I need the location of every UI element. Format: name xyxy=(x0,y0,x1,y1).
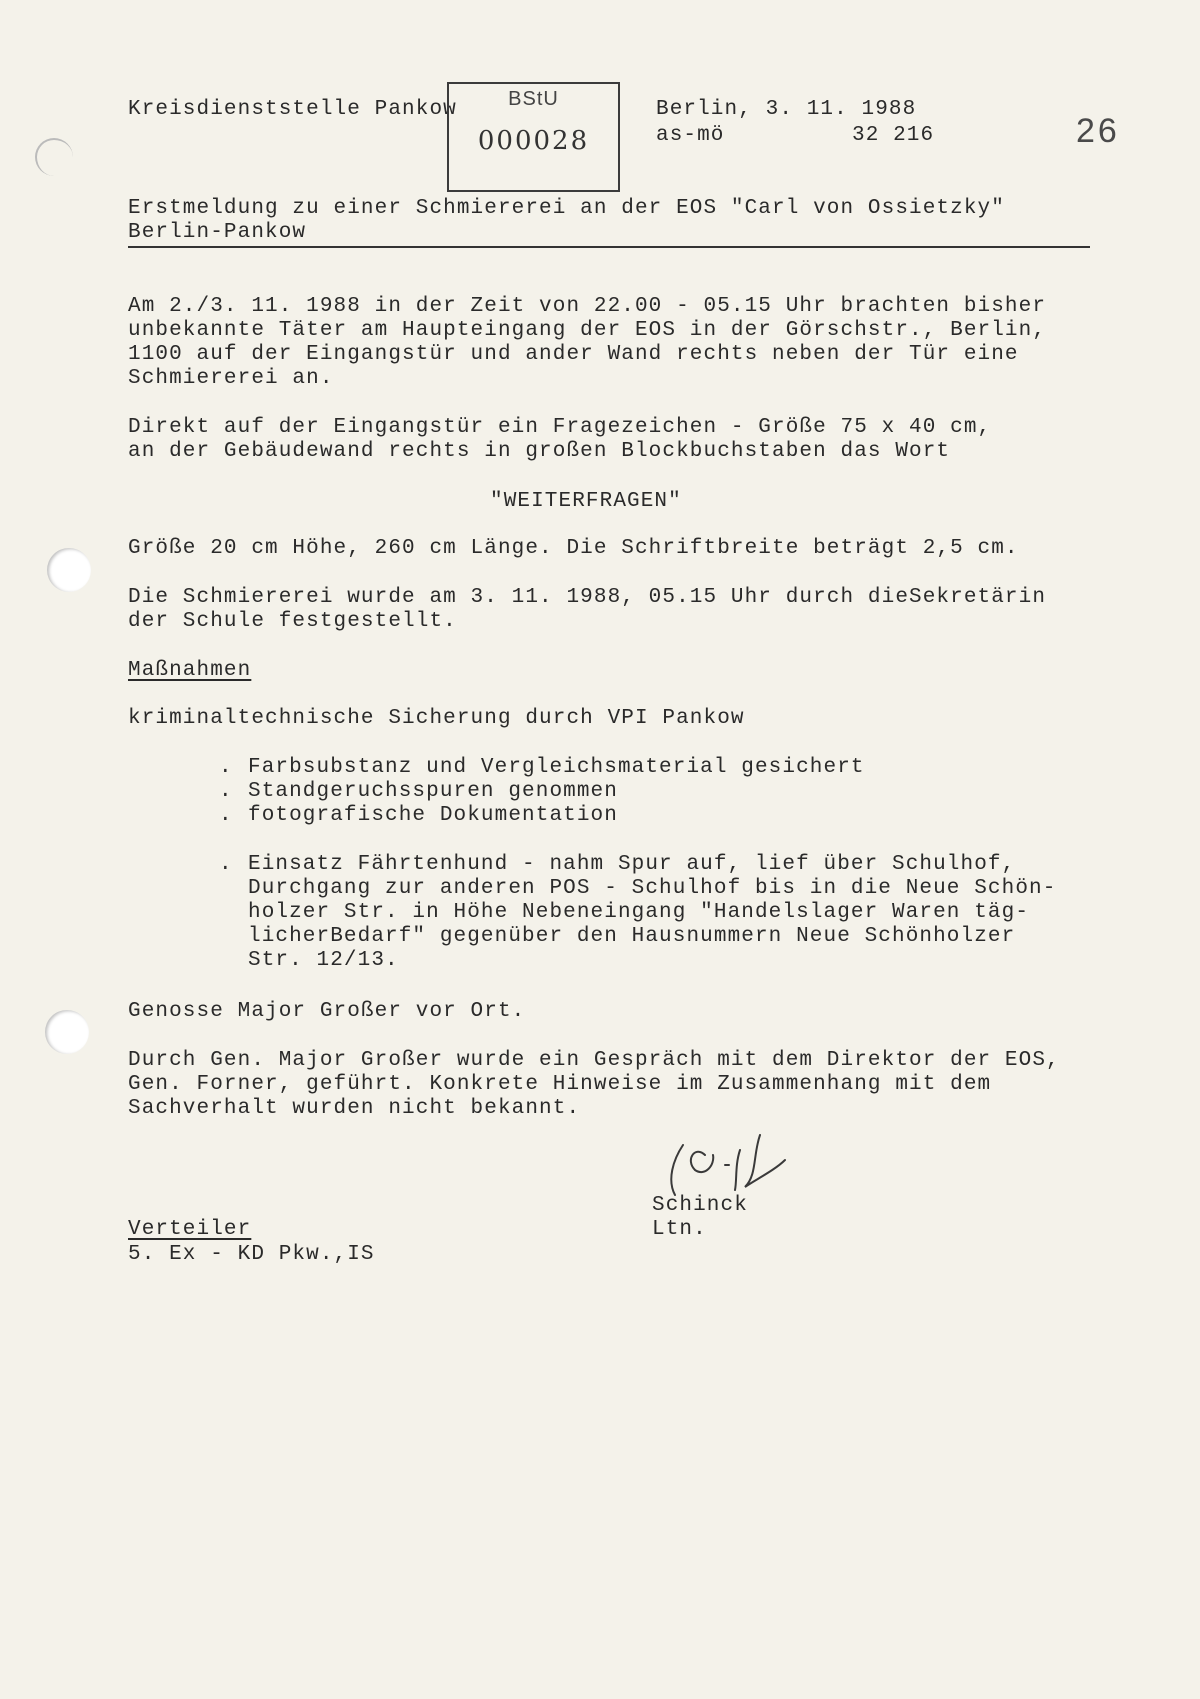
page-number: 26 xyxy=(1076,112,1120,150)
para2-line: an der Gebäudewand rechts in großen Blockbuchstaben das Wort xyxy=(128,440,951,463)
bullet-marker: . xyxy=(219,804,233,827)
signer-name: Schinck xyxy=(652,1194,748,1217)
punch-hole-bottom xyxy=(45,1010,89,1054)
bullet4-line: holzer Str. in Höhe Nebeneingang "Handelslager Waren täg- xyxy=(248,901,1030,924)
para6-line: Sachverhalt wurden nicht bekannt. xyxy=(128,1097,581,1120)
bullet-item: Standgeruchsspuren genommen xyxy=(248,780,618,803)
measures-heading: Maßnahmen xyxy=(128,659,252,682)
office-name: Kreisdienststelle Pankow xyxy=(128,98,457,121)
para1-line: unbekannte Täter am Haupteingang der EOS in der Görschstr., Berlin, xyxy=(128,319,1047,342)
subject-line-1: Erstmeldung zu einer Schmiererei an der EOS "Carl von Ossietzky" xyxy=(128,197,1005,220)
bullet-item: fotografische Dokumentation xyxy=(248,804,618,827)
para1-line: 1100 auf der Eingangstür und ander Wand rechts neben der Tür eine xyxy=(128,343,1019,366)
para3: Größe 20 cm Höhe, 260 cm Länge. Die Schriftbreite beträgt 2,5 cm. xyxy=(128,537,1019,560)
stamp-number: 000028 xyxy=(477,126,590,156)
bullet-marker: . xyxy=(219,853,233,876)
bullet4-line: Str. 12/13. xyxy=(248,949,399,972)
bullet4-line: Einsatz Fährtenhund - nahm Spur auf, lief über Schulhof, xyxy=(248,853,1016,876)
distribution-label: Verteiler xyxy=(128,1218,252,1241)
graffiti-word: "WEITERFRAGEN" xyxy=(490,490,682,513)
reference-right: 32 216 xyxy=(852,124,935,147)
bullet-marker: . xyxy=(219,756,233,779)
punch-hole-middle xyxy=(47,548,91,592)
reference-left: as-mö xyxy=(656,124,725,147)
signer-rank: Ltn. xyxy=(652,1218,707,1241)
para6-line: Gen. Forner, geführt. Konkrete Hinweise im Zusammenhang mit dem xyxy=(128,1073,992,1096)
para4-line: Die Schmiererei wurde am 3. 11. 1988, 05.15 Uhr durch dieSekretärin xyxy=(128,586,1047,609)
measures-intro: kriminaltechnische Sicherung durch VPI Pankow xyxy=(128,707,745,730)
subject-underline xyxy=(128,246,1090,248)
para1-line: Schmiererei an. xyxy=(128,367,334,390)
para6-line: Durch Gen. Major Großer wurde ein Gespräch mit dem Direktor der EOS, xyxy=(128,1049,1060,1072)
para1-line: Am 2./3. 11. 1988 in der Zeit von 22.00 - 05.15 Uhr brachten bisher xyxy=(128,295,1047,318)
para4-line: der Schule festgestellt. xyxy=(128,610,457,633)
punch-hole-top xyxy=(35,138,73,176)
date-line: Berlin, 3. 11. 1988 xyxy=(656,98,917,121)
bullet-item: Farbsubstanz und Vergleichsmaterial gesichert xyxy=(248,756,865,779)
para5: Genosse Major Großer vor Ort. xyxy=(128,1000,526,1023)
archive-stamp xyxy=(447,82,620,192)
distribution-list: 5. Ex - KD Pkw.,IS xyxy=(128,1243,375,1266)
bullet4-line: Durchgang zur anderen POS - Schulhof bis in die Neue Schön- xyxy=(248,877,1057,900)
bullet-marker: . xyxy=(219,780,233,803)
bullet4-line: licherBedarf" gegenüber den Hausnummern Neue Schönholzer xyxy=(248,925,1016,948)
para2-line: Direkt auf der Eingangstür ein Fragezeichen - Größe 75 x 40 cm, xyxy=(128,416,992,439)
stamp-label: BStU xyxy=(508,88,559,110)
subject-line-2: Berlin-Pankow xyxy=(128,221,307,244)
handwritten-signature xyxy=(665,1125,815,1205)
